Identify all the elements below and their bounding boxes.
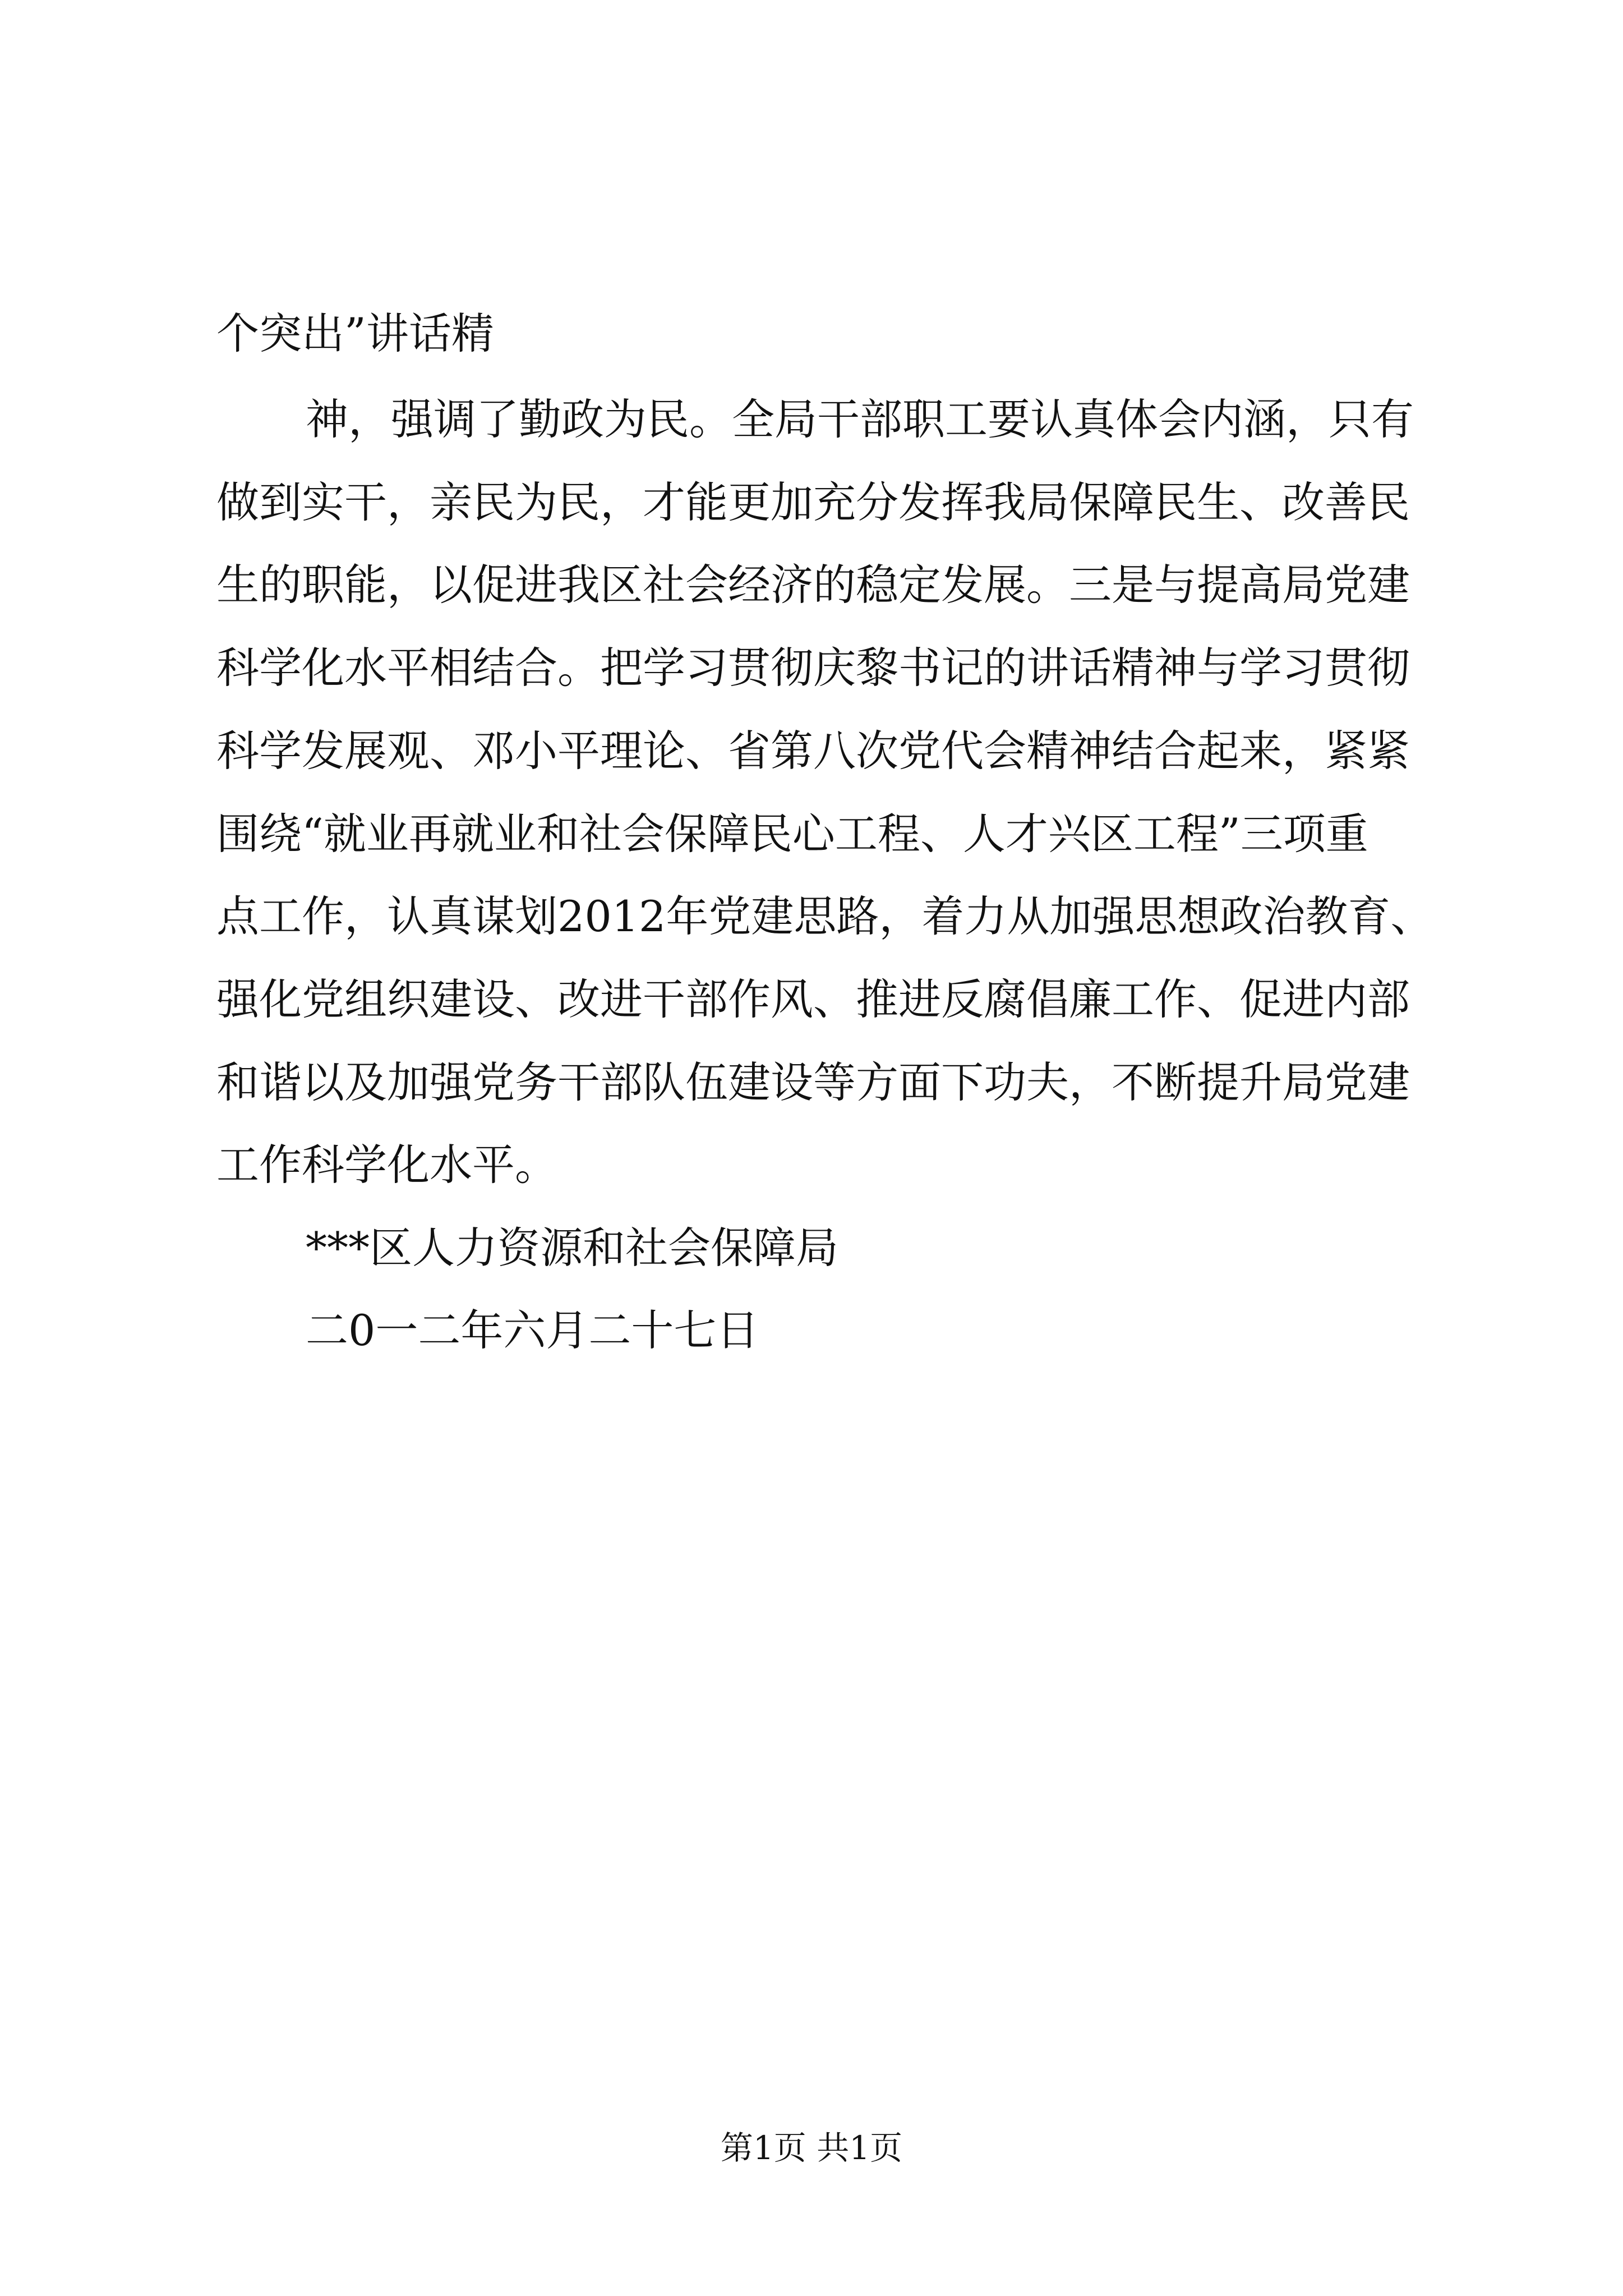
paragraph-line: 工作科学化水平。 — [216, 1140, 557, 1190]
paragraph-line: 生的职能，以促进我区社会经济的稳定发展。三是与提高局党建 — [216, 560, 1410, 610]
paragraph-line: 围绕“就业再就业和社会保障民心工程、人才兴区工程”三项重 — [216, 809, 1368, 859]
signature-organization: ***区人力资源和社会保障局 — [306, 1223, 838, 1273]
paragraph-line: 强化党组织建设、改进干部作风、推进反腐倡廉工作、促进内部 — [216, 974, 1410, 1024]
paragraph-line: 科学化水平相结合。把学习贯彻庆黎书记的讲话精神与学习贯彻 — [216, 643, 1410, 693]
paragraph-line: 科学发展观、邓小平理论、省第八次党代会精神结合起来，紧紧 — [216, 726, 1410, 776]
paragraph-line: 个突出”讲话精 — [216, 309, 494, 358]
paragraph-line: 神，强调了勤政为民。全局干部职工要认真体会内涵，只有 — [306, 394, 1414, 444]
page-footer — [0, 2129, 1623, 2167]
page-number-label: 第1页 共1页 — [720, 2129, 903, 2167]
paragraph-line: 和谐以及加强党务干部队伍建设等方面下功夫，不断提升局党建 — [216, 1057, 1410, 1107]
paragraph-line: 做到实干，亲民为民，才能更加充分发挥我局保障民生、改善民 — [216, 477, 1410, 527]
signature-date: 二0一二年六月二十七日 — [306, 1305, 759, 1355]
paragraph-line: 点工作，认真谋划2012年党建思路，着力从加强思想政治教育、 — [216, 891, 1433, 941]
